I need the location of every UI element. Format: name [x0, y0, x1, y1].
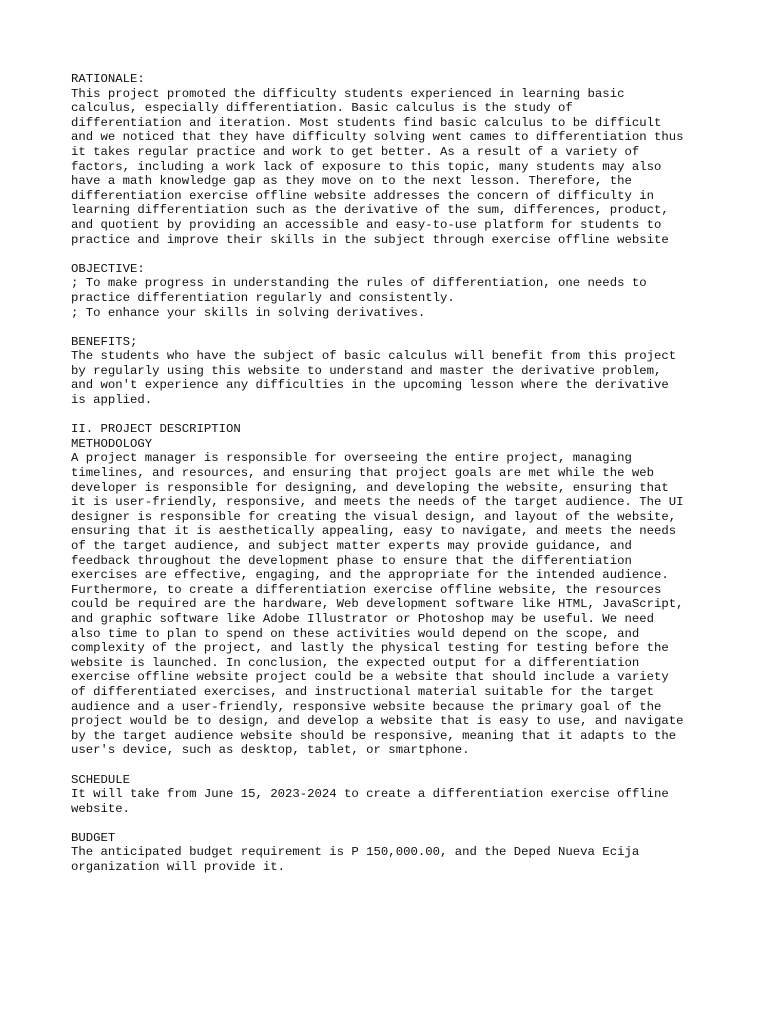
text-line: exercise offline website project could be a website that should include a variety — [71, 670, 669, 685]
subsection-heading: METHODOLOGY — [71, 436, 153, 451]
text-line: and quotient by providing an accessible and easy-to-use platform for students to — [71, 217, 662, 232]
section-rationale — [71, 72, 731, 247]
text-line: It will take from June 15, 2023-2024 to create a differentiation exercise offline — [71, 787, 669, 802]
text-line: and won't experience any difficulties in the upcoming lesson where the derivative — [71, 378, 669, 393]
text-line: feedback throughout the development phase to ensure that the differentiation — [71, 553, 632, 568]
text-line: and graphic software like Adobe Illustrator or Photoshop may be useful. We need — [71, 611, 654, 626]
text-line: differentiation and iteration. Most students find basic calculus to be difficult — [71, 115, 662, 130]
text-line: A project manager is responsible for overseeing the entire project, managing — [71, 451, 632, 466]
text-line: by the target audience website should be responsive, meaning that it adapts to the — [71, 728, 677, 743]
text-line: ; To enhance your skills in solving derivatives. — [71, 305, 426, 320]
section-budget — [71, 831, 731, 875]
text-line: Furthermore, to create a differentiation exercise offline website, the resources — [71, 582, 662, 597]
text-line: The students who have the subject of basic calculus will benefit from this project — [71, 349, 677, 364]
text-line: of differentiated exercises, and instructional material suitable for the target — [71, 684, 654, 699]
text-line: developer is responsible for designing, and developing the website, ensuring that — [71, 480, 669, 495]
text-line: differentiation exercise offline website addresses the concern of difficulty in — [71, 188, 654, 203]
text-line: website. — [71, 801, 131, 816]
text-line: and we noticed that they have difficulty solving went cames to differentiation thus — [71, 130, 684, 145]
section-heading: OBJECTIVE: — [71, 261, 145, 276]
text-line: organization will provide it. — [71, 860, 286, 875]
section-benefits — [71, 335, 731, 408]
text-line: project would be to design, and develop a website that is easy to use, and navigate — [71, 714, 684, 729]
section-heading: SCHEDULE — [71, 772, 131, 787]
text-line: practice and improve their skills in the subject through exercise offline website — [71, 232, 669, 247]
text-line: ensuring that it is aesthetically appealing, easy to navigate, and meets the needs — [71, 524, 677, 539]
section-methodology — [71, 422, 731, 758]
section-heading: RATIONALE: — [71, 72, 145, 86]
text-line: exercises are effective, engaging, and the appropriate for the intended audience. — [71, 568, 669, 583]
section-heading: BUDGET — [71, 830, 116, 845]
document-page — [71, 72, 731, 889]
text-line: This project promoted the difficulty students experienced in learning basic — [71, 86, 625, 101]
text-line: user's device, such as desktop, tablet, or smartphone. — [71, 743, 470, 758]
text-line: by regularly using this website to understand and master the derivative problem, — [71, 363, 662, 378]
section-schedule — [71, 773, 731, 817]
section-objective — [71, 262, 731, 320]
text-line: calculus, especially differentiation. Basic calculus is the study of — [71, 101, 573, 116]
section-heading: BENEFITS; — [71, 334, 138, 349]
text-line: designer is responsible for creating the visual design, and layout of the website, — [71, 509, 677, 524]
text-line: timelines, and resources, and ensuring that project goals are met while the web — [71, 466, 654, 481]
text-line: is applied. — [71, 393, 153, 408]
text-line: learning differentiation such as the derivative of the sum, differences, product, — [71, 203, 669, 218]
section-heading: II. PROJECT DESCRIPTION — [71, 422, 241, 437]
text-line: could be required are the hardware, Web development software like HTML, JavaScript, — [71, 597, 684, 612]
text-line: also time to plan to spend on these activities would depend on the scope, and — [71, 626, 640, 641]
text-line: it takes regular practice and work to get better. As a result of a variety of — [71, 144, 640, 159]
text-line: complexity of the project, and lastly the physical testing for testing before the — [71, 641, 669, 656]
text-line: The anticipated budget requirement is P 150,000.00, and the Deped Nueva Ecija — [71, 845, 640, 860]
text-line: website is launched. In conclusion, the expected output for a differentiation — [71, 655, 640, 670]
text-line: have a math knowledge gap as they move on to the next lesson. Therefore, the — [71, 174, 632, 189]
text-line: factors, including a work lack of exposure to this topic, many students may also — [71, 159, 662, 174]
text-line: of the target audience, and subject matter experts may provide guidance, and — [71, 539, 632, 553]
text-line: ; To make progress in understanding the rules of differentiation, one needs to — [71, 276, 647, 291]
text-line: audience and a user-friendly, responsive website because the primary goal of the — [71, 699, 662, 714]
text-line: it is user-friendly, responsive, and meets the needs of the target audience. The UI — [71, 495, 684, 510]
text-line: practice differentiation regularly and consistently. — [71, 290, 455, 305]
